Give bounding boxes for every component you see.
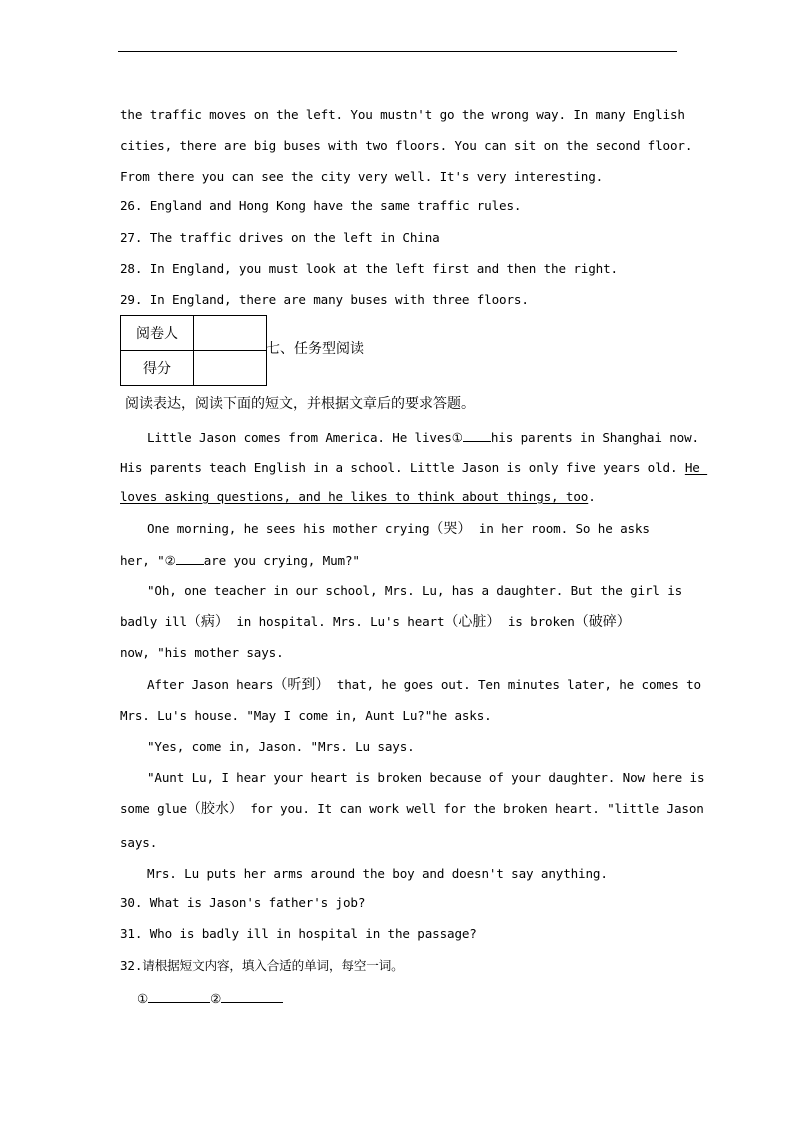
section-title: 七、任务型阅读 (266, 341, 364, 357)
story-line: "Aunt Lu, I hear your heart is broken because of your daughter. Now here is (147, 770, 705, 785)
score-table (120, 315, 267, 386)
story-line: Little Jason comes from America. He lives① his parents in Shanghai now. (147, 430, 699, 445)
story-line: some glue（胶水） for you. It can work well for the broken heart. "little Jason (120, 801, 704, 817)
reviewer-cell[interactable] (194, 316, 267, 351)
header-rule (118, 51, 677, 52)
story-line: Mrs. Lu's house. "May I come in, Aunt Lu?"he asks. (120, 708, 492, 723)
question-32: 32.请根据短文内容，填入合适的单词，每空一词。 (120, 958, 404, 973)
story-line: now, "his mother says. (120, 645, 284, 660)
passage-line: cities, there are big buses with two floors. You can sit on the second floor. (120, 138, 693, 153)
reviewer-label: 阅卷人 (121, 316, 194, 351)
story-line: says. (120, 835, 158, 850)
passage-line: From there you can see the city very well. It's very interesting. (120, 169, 604, 184)
passage-line: the traffic moves on the left. You mustn't go the wrong way. In many English (120, 107, 685, 122)
story-line: her, "② are you crying, Mum?" (120, 553, 360, 568)
underlined-sentence: loves asking questions, and he likes to think about things, too (120, 489, 589, 504)
story-line: One morning, he sees his mother crying（哭） in her room. So he asks (147, 521, 650, 537)
story-line: After Jason hears（听到） that, he goes out. Ten minutes later, he comes to (147, 677, 701, 693)
story-line: "Oh, one teacher in our school, Mrs. Lu, has a daughter. But the girl is (147, 583, 683, 598)
instruction: 阅读表达，阅读下面的短文，并根据文章后的要求答题。 (125, 396, 475, 412)
statement-26: 26. England and Hong Kong have the same traffic rules. (120, 198, 522, 213)
answer-field-2[interactable] (221, 990, 283, 1003)
question-30: 30. What is Jason's father's job? (120, 895, 366, 910)
answer-blank-1[interactable] (463, 429, 491, 442)
statement-28: 28. In England, you must look at the left first and then the right. (120, 261, 618, 276)
question-31: 31. Who is badly ill in hospital in the passage? (120, 926, 477, 941)
statement-27: 27. The traffic drives on the left in China (120, 230, 440, 245)
statement-29: 29. In England, there are many buses with three floors. (120, 292, 529, 307)
story-line: "Yes, come in, Jason. "Mrs. Lu says. (147, 739, 415, 754)
story-line: badly ill（病） in hospital. Mrs. Lu's heart（心脏） is broken（破碎） (120, 614, 631, 630)
story-line: Mrs. Lu puts her arms around the boy and doesn't say anything. (147, 866, 608, 881)
score-label: 得分 (121, 351, 194, 386)
story-line: loves asking questions, and he likes to think about things, too. (120, 489, 596, 504)
answer-field-1[interactable] (148, 990, 210, 1003)
story-line: His parents teach English in a school. Little Jason is only five years old. He (120, 460, 708, 475)
answer-blank-2[interactable] (176, 552, 204, 565)
score-cell[interactable] (194, 351, 267, 386)
answer-blanks: ① ② (137, 990, 283, 1007)
